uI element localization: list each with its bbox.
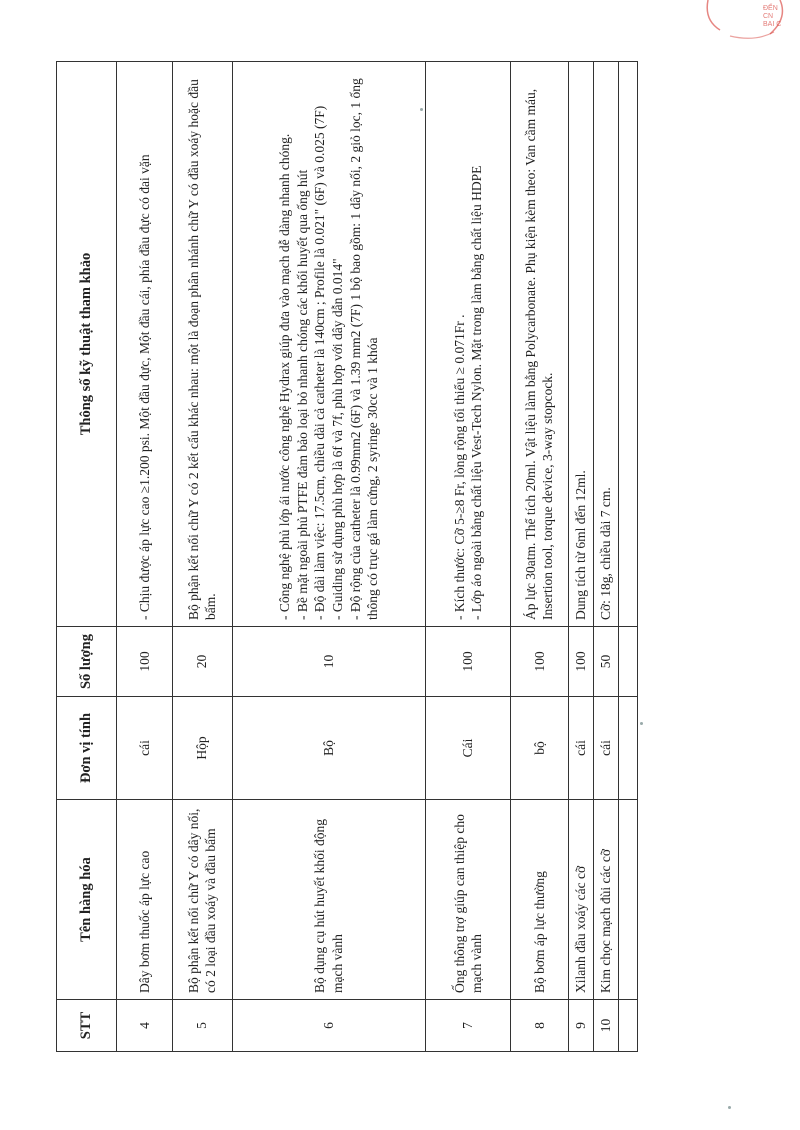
empty-cell: [619, 697, 638, 800]
red-stamp-fragment: [670, 0, 800, 40]
cell-name: Kim chọc mạch đùi các cỡ: [594, 800, 619, 1000]
cell-qty: 100: [117, 627, 173, 697]
cell-unit: Cái: [426, 697, 511, 800]
table-row: [426, 62, 511, 1052]
spec-line: - Lớp áo ngoài bằng chất liệu Vest-Tech Nylon. Mặt trong làm bằng chất liệu HDPE: [469, 165, 485, 620]
cell-stt: 8: [510, 1000, 568, 1052]
stamp-text-3: BAI C: [763, 21, 782, 28]
header-name: Tên hàng hóa: [57, 800, 117, 1000]
spec-line: - Guiding sử dụng phù hợp là 6f và 7f, phù hợp với dây dẫn 0.014": [329, 258, 345, 620]
cell-unit: Bộ: [232, 697, 426, 800]
cell-spec: [426, 62, 511, 627]
equipment-table: [56, 61, 638, 1052]
cell-unit: Hộp: [172, 697, 232, 800]
cell-qty: 100: [426, 627, 511, 697]
table-row: [232, 62, 426, 1052]
spec-line: - Kích thước: Cỡ 5-≥8 Fr, lòng rộng tối thiểu ≥ 0.071Fr .: [451, 314, 467, 620]
cell-spec: [117, 62, 173, 627]
cell-spec: [510, 62, 568, 627]
cell-spec: [568, 62, 593, 627]
empty-cell: [619, 1000, 638, 1052]
cell-name: Dây bơm thuốc áp lực cao: [117, 800, 173, 1000]
cell-name: Bộ bơm áp lực thường: [510, 800, 568, 1000]
spec-line: Áp lực 30atm. Thể tích 20ml. Vật liệu làm bằng Polycarbonate. Phụ kiện kèm theo: Van cầm máu, Insertion tool, torque device, 3-way stopcock.: [522, 88, 556, 620]
cell-qty: 10: [232, 627, 426, 697]
table-row: [510, 62, 568, 1052]
spec-line: - Chịu được áp lực cao ≥1.200 psi. Một đầu đực, Một đầu cái, phía đầu đực có đai vặn: [136, 154, 152, 620]
cell-name: Xilanh đầu xoáy các cỡ: [568, 800, 593, 1000]
cell-spec: [232, 62, 426, 627]
cell-unit: cái: [117, 697, 173, 800]
header-unit: Đơn vị tính: [57, 697, 117, 800]
spec-line: Dung tích từ 6ml đến 12ml.: [573, 470, 589, 620]
header-spec: Thông số kỹ thuật tham khảo: [57, 62, 117, 627]
empty-cell: [619, 800, 638, 1000]
spec-line: - Công nghệ phủ lớp ái nước công nghệ Hydrax giúp đưa vào mạch dễ dàng nhanh chóng.: [277, 133, 293, 620]
cell-stt: 9: [568, 1000, 593, 1052]
spec-line: Bộ phận kết nối chữ Y có 2 kết cấu khác nhau: một là đoạn phân nhánh chữ Y có đầu xoáy hoặc đầu bấm.: [185, 79, 219, 620]
cell-qty: 50: [594, 627, 619, 697]
cell-stt: 7: [426, 1000, 511, 1052]
header-qty: Số lượng: [57, 627, 117, 697]
spec-line: - Độ dài làm việc: 17.5cm, chiều dài cả catheter là 140cm ; Profile là 0.021" (6F) và 0.025 (7F): [312, 105, 328, 620]
spec-line: - Bề mặt ngoài phủ PTFE đảm bảo loại bỏ nhanh chóng các khối huyết qua ống hút: [294, 169, 310, 620]
table-row: [117, 62, 173, 1052]
cell-stt: 4: [117, 1000, 173, 1052]
empty-cell: [619, 62, 638, 627]
cell-spec: [594, 62, 619, 627]
spec-line: Cỡ: 18g, chiều dài 7 cm.: [598, 487, 614, 620]
header-stt: STT: [57, 1000, 117, 1052]
rotated-page-content: [56, 62, 638, 1052]
table-row: [172, 62, 232, 1052]
cell-qty: 100: [568, 627, 593, 697]
cell-stt: 5: [172, 1000, 232, 1052]
cell-qty: 100: [510, 627, 568, 697]
scan-speck: [728, 1106, 731, 1109]
cell-name: Ống thông trợ giúp can thiệp cho mạch vành: [426, 800, 511, 1000]
cell-name: Bộ dụng cụ hút huyết khối động mạch vành: [232, 800, 426, 1000]
scan-speck: [640, 722, 643, 725]
cell-unit: cái: [594, 697, 619, 800]
cell-stt: 10: [594, 1000, 619, 1052]
stamp-text-1: ĐẾN: [763, 5, 778, 12]
cell-name: Bộ phận kết nối chữ Y có dây nối, có 2 loại đầu xoáy và đầu bấm: [172, 800, 232, 1000]
table-row: [568, 62, 593, 1052]
table-row: [594, 62, 619, 1052]
cell-spec: [172, 62, 232, 627]
spec-line: - Độ rộng của catheter là 0.99mm2 (6F) và 1.39 mm2 (7F) 1 bộ bao gồm: 1 dây nối, 2 giỏ lọc, 1 ống thông có trục gá làm cứng, 2 syringe 30cc và 1 khóa: [347, 78, 381, 620]
stamp-text-2: CN: [763, 13, 774, 20]
table-header-row: [57, 62, 117, 1052]
cell-stt: 6: [232, 1000, 426, 1052]
cell-unit: bộ: [510, 697, 568, 800]
cell-unit: cái: [568, 697, 593, 800]
empty-cell: [619, 627, 638, 697]
table-row-empty: [619, 62, 638, 1052]
cell-qty: 20: [172, 627, 232, 697]
